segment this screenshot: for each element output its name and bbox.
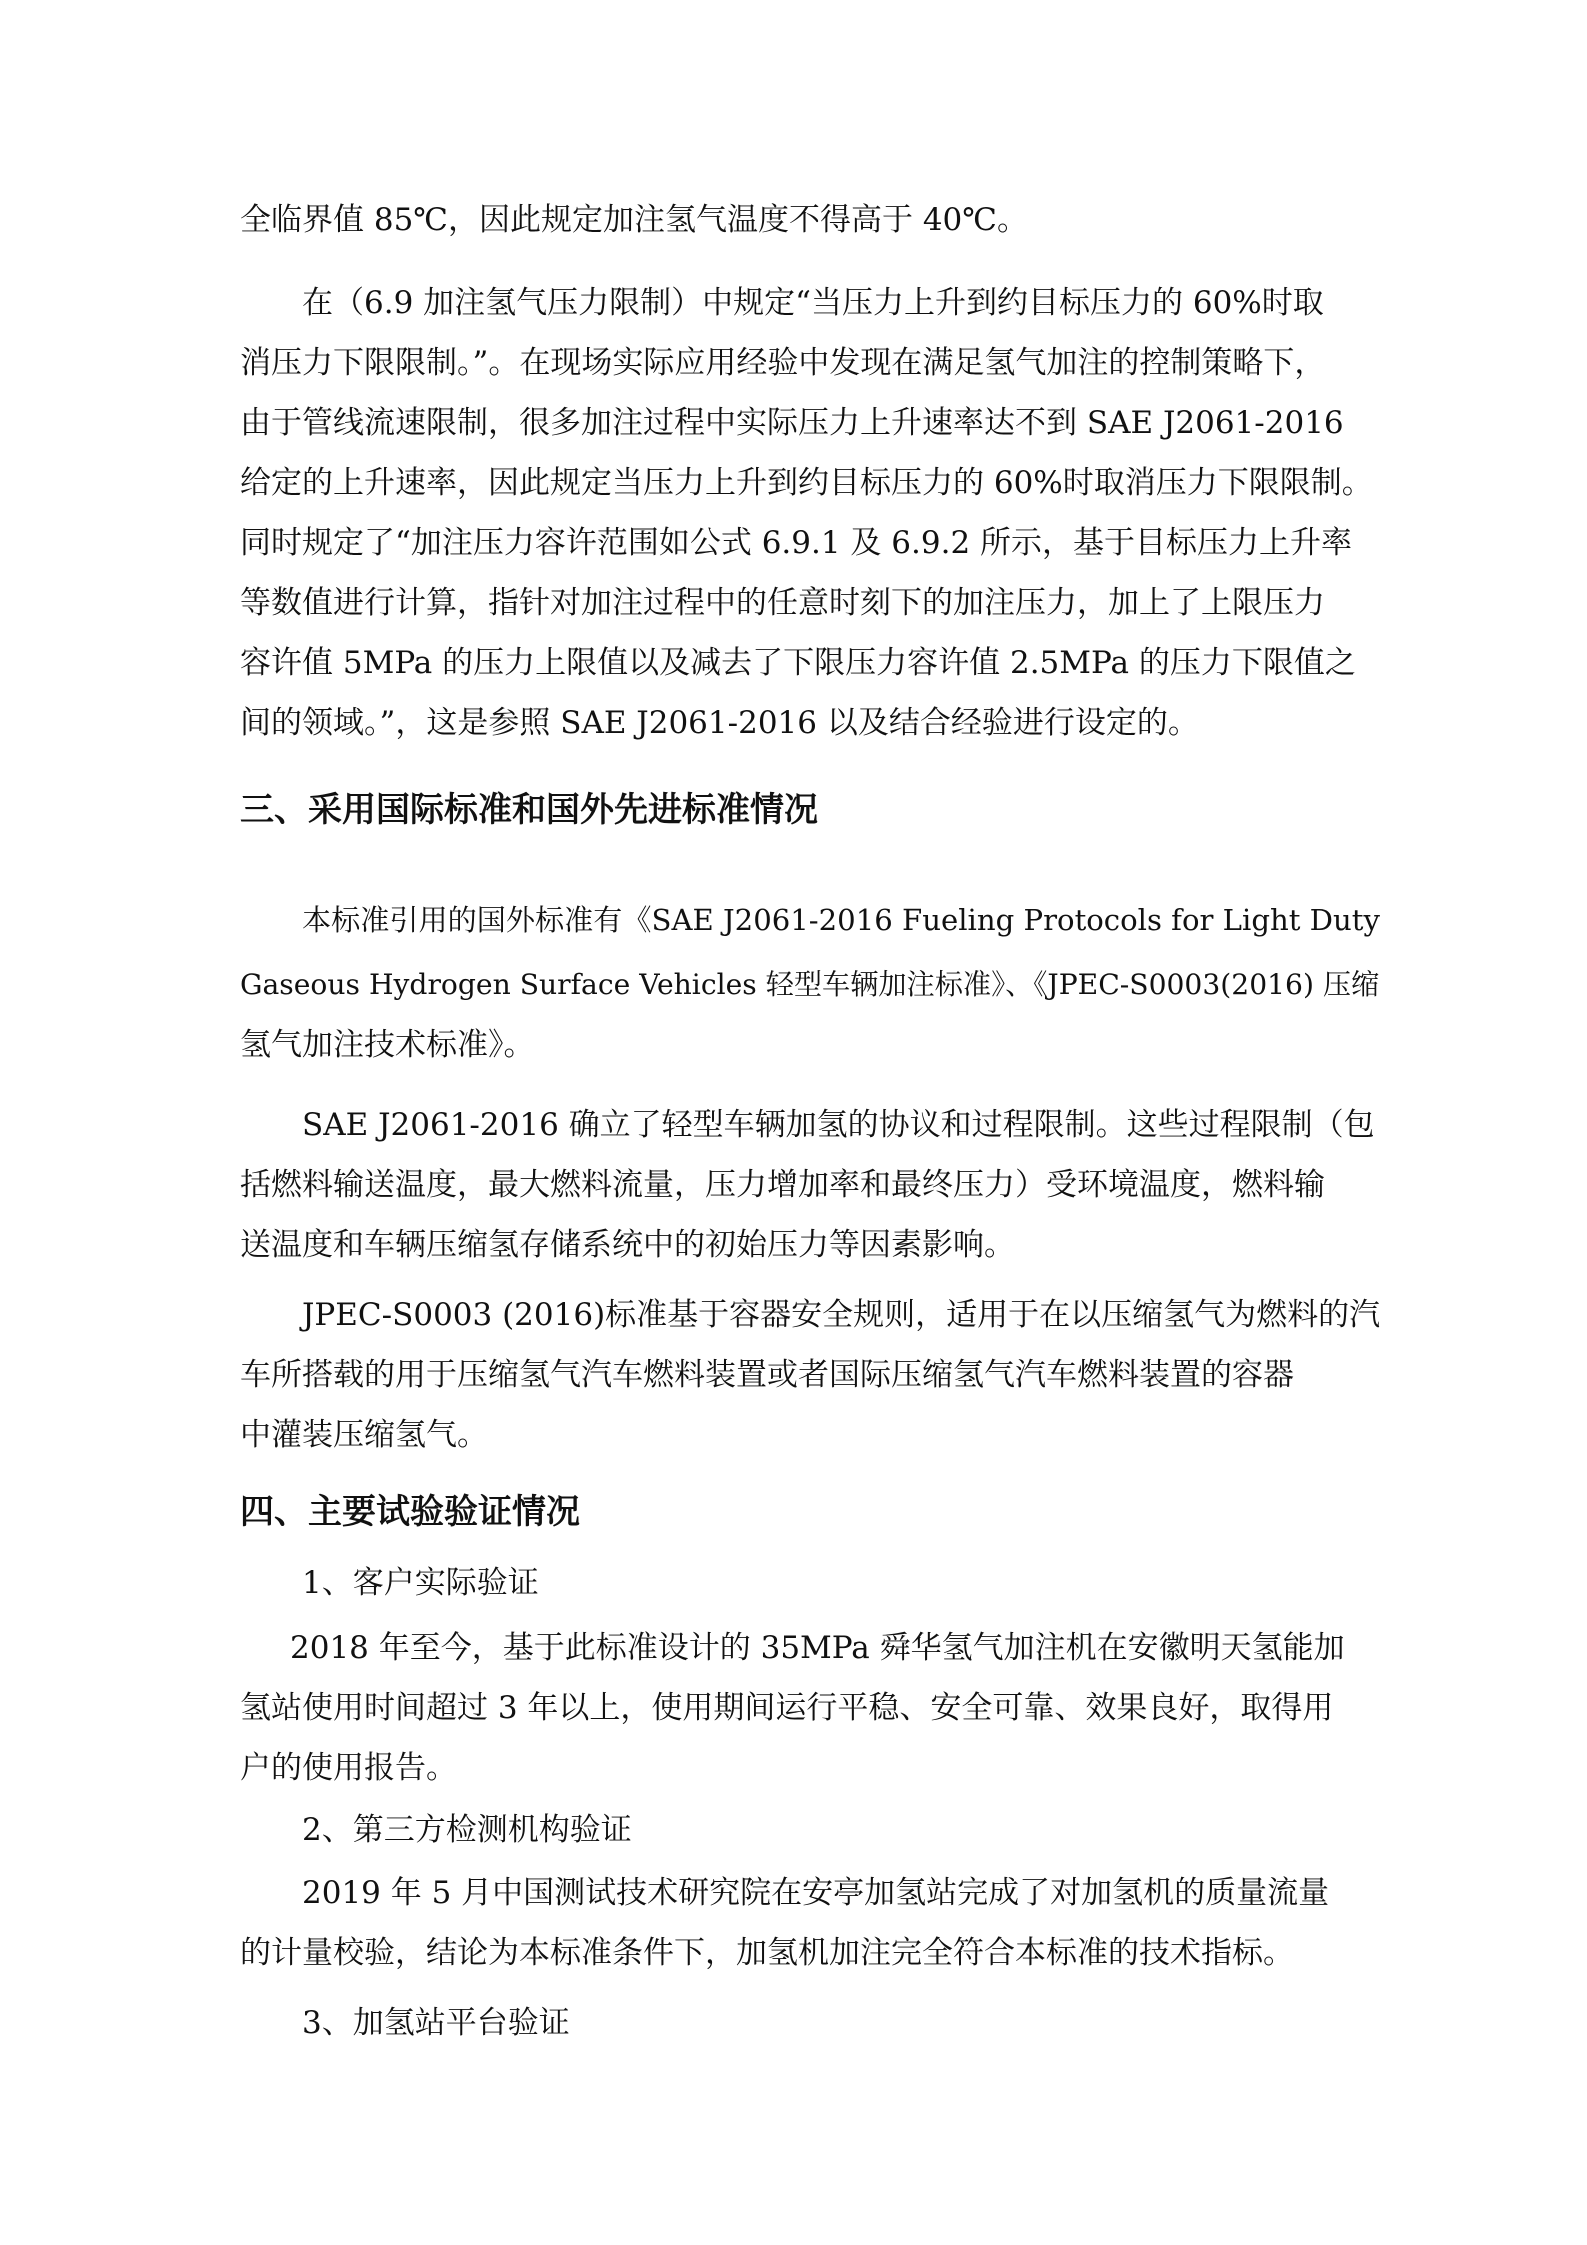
paragraph-line: 间的领域。”，这是参照 SAE J2061-2016 以及结合经验进行设定的。 xyxy=(240,705,1199,741)
paragraph-line: 的计量校验，结论为本标准条件下，加氢机加注完全符合本标准的技术指标。 xyxy=(240,1935,1294,1971)
subsection-heading: 1、客户实际验证 xyxy=(302,1565,539,1601)
paragraph-line: 本标准引用的国外标准有《SAE J2061-2016 Fueling Protocols for Light Duty xyxy=(302,903,1380,937)
paragraph-line: 户的使用报告。 xyxy=(240,1750,457,1786)
paragraph-line: 同时规定了“加注压力容许范围如公式 6.9.1 及 6.9.2 所示，基于目标压力上升率 xyxy=(240,525,1353,561)
paragraph-line: 给定的上升速率，因此规定当压力上升到约目标压力的 60%时取消压力下限限制。 xyxy=(240,465,1373,501)
paragraph-line: 由于管线流速限制，很多加注过程中实际压力上升速率达不到 SAE J2061-2016 xyxy=(240,405,1344,441)
paragraph-line: JPEC-S0003 (2016)标准基于容器安全规则，适用于在以压缩氢气为燃料的汽 xyxy=(302,1297,1381,1333)
paragraph-line: 氢站使用时间超过 3 年以上，使用期间运行平稳、安全可靠、效果良好，取得用 xyxy=(240,1690,1334,1726)
paragraph-line: SAE J2061-2016 确立了轻型车辆加氢的协议和过程限制。这些过程限制（包 xyxy=(302,1107,1375,1143)
paragraph-line: 括燃料输送温度，最大燃料流量，压力增加率和最终压力）受环境温度，燃料输 xyxy=(240,1167,1325,1203)
paragraph-line: 中灌装压缩氢气。 xyxy=(240,1417,488,1453)
paragraph-line: 车所搭载的用于压缩氢气汽车燃料装置或者国际压缩氢气汽车燃料装置的容器 xyxy=(240,1357,1294,1393)
section-heading-4: 四、主要试验验证情况 xyxy=(240,1492,580,1532)
subsection-heading: 3、加氢站平台验证 xyxy=(302,2005,570,2041)
paragraph-line: Gaseous Hydrogen Surface Vehicles 轻型车辆加注标准》、《JPEC-S0003(2016) 压缩 xyxy=(240,968,1380,1001)
paragraph-line: 消压力下限限制。”。在现场实际应用经验中发现在满足氢气加注的控制策略下， xyxy=(240,345,1326,381)
paragraph-line: 在（6.9 加注氢气压力限制）中规定“当压力上升到约目标压力的 60%时取 xyxy=(302,285,1324,321)
section-heading-3: 三、采用国际标准和国外先进标准情况 xyxy=(240,790,818,830)
subsection-heading: 2、第三方检测机构验证 xyxy=(302,1812,632,1848)
paragraph-line: 全临界值 85℃，因此规定加注氢气温度不得高于 40℃。 xyxy=(240,202,1028,238)
paragraph-line: 等数值进行计算，指针对加注过程中的任意时刻下的加注压力，加上了上限压力 xyxy=(240,585,1325,621)
paragraph-line: 送温度和车辆压缩氢存储系统中的初始压力等因素影响。 xyxy=(240,1227,1015,1263)
paragraph-line: 氢气加注技术标准》。 xyxy=(240,1027,535,1063)
paragraph-line: 2018 年至今，基于此标准设计的 35MPa 舜华氢气加注机在安徽明天氢能加 xyxy=(290,1630,1345,1666)
paragraph-line: 2019 年 5 月中国测试技术研究院在安亭加氢站完成了对加氢机的质量流量 xyxy=(302,1875,1330,1911)
paragraph-line: 容许值 5MPa 的压力上限值以及减去了下限压力容许值 2.5MPa 的压力下限值之 xyxy=(240,645,1356,681)
